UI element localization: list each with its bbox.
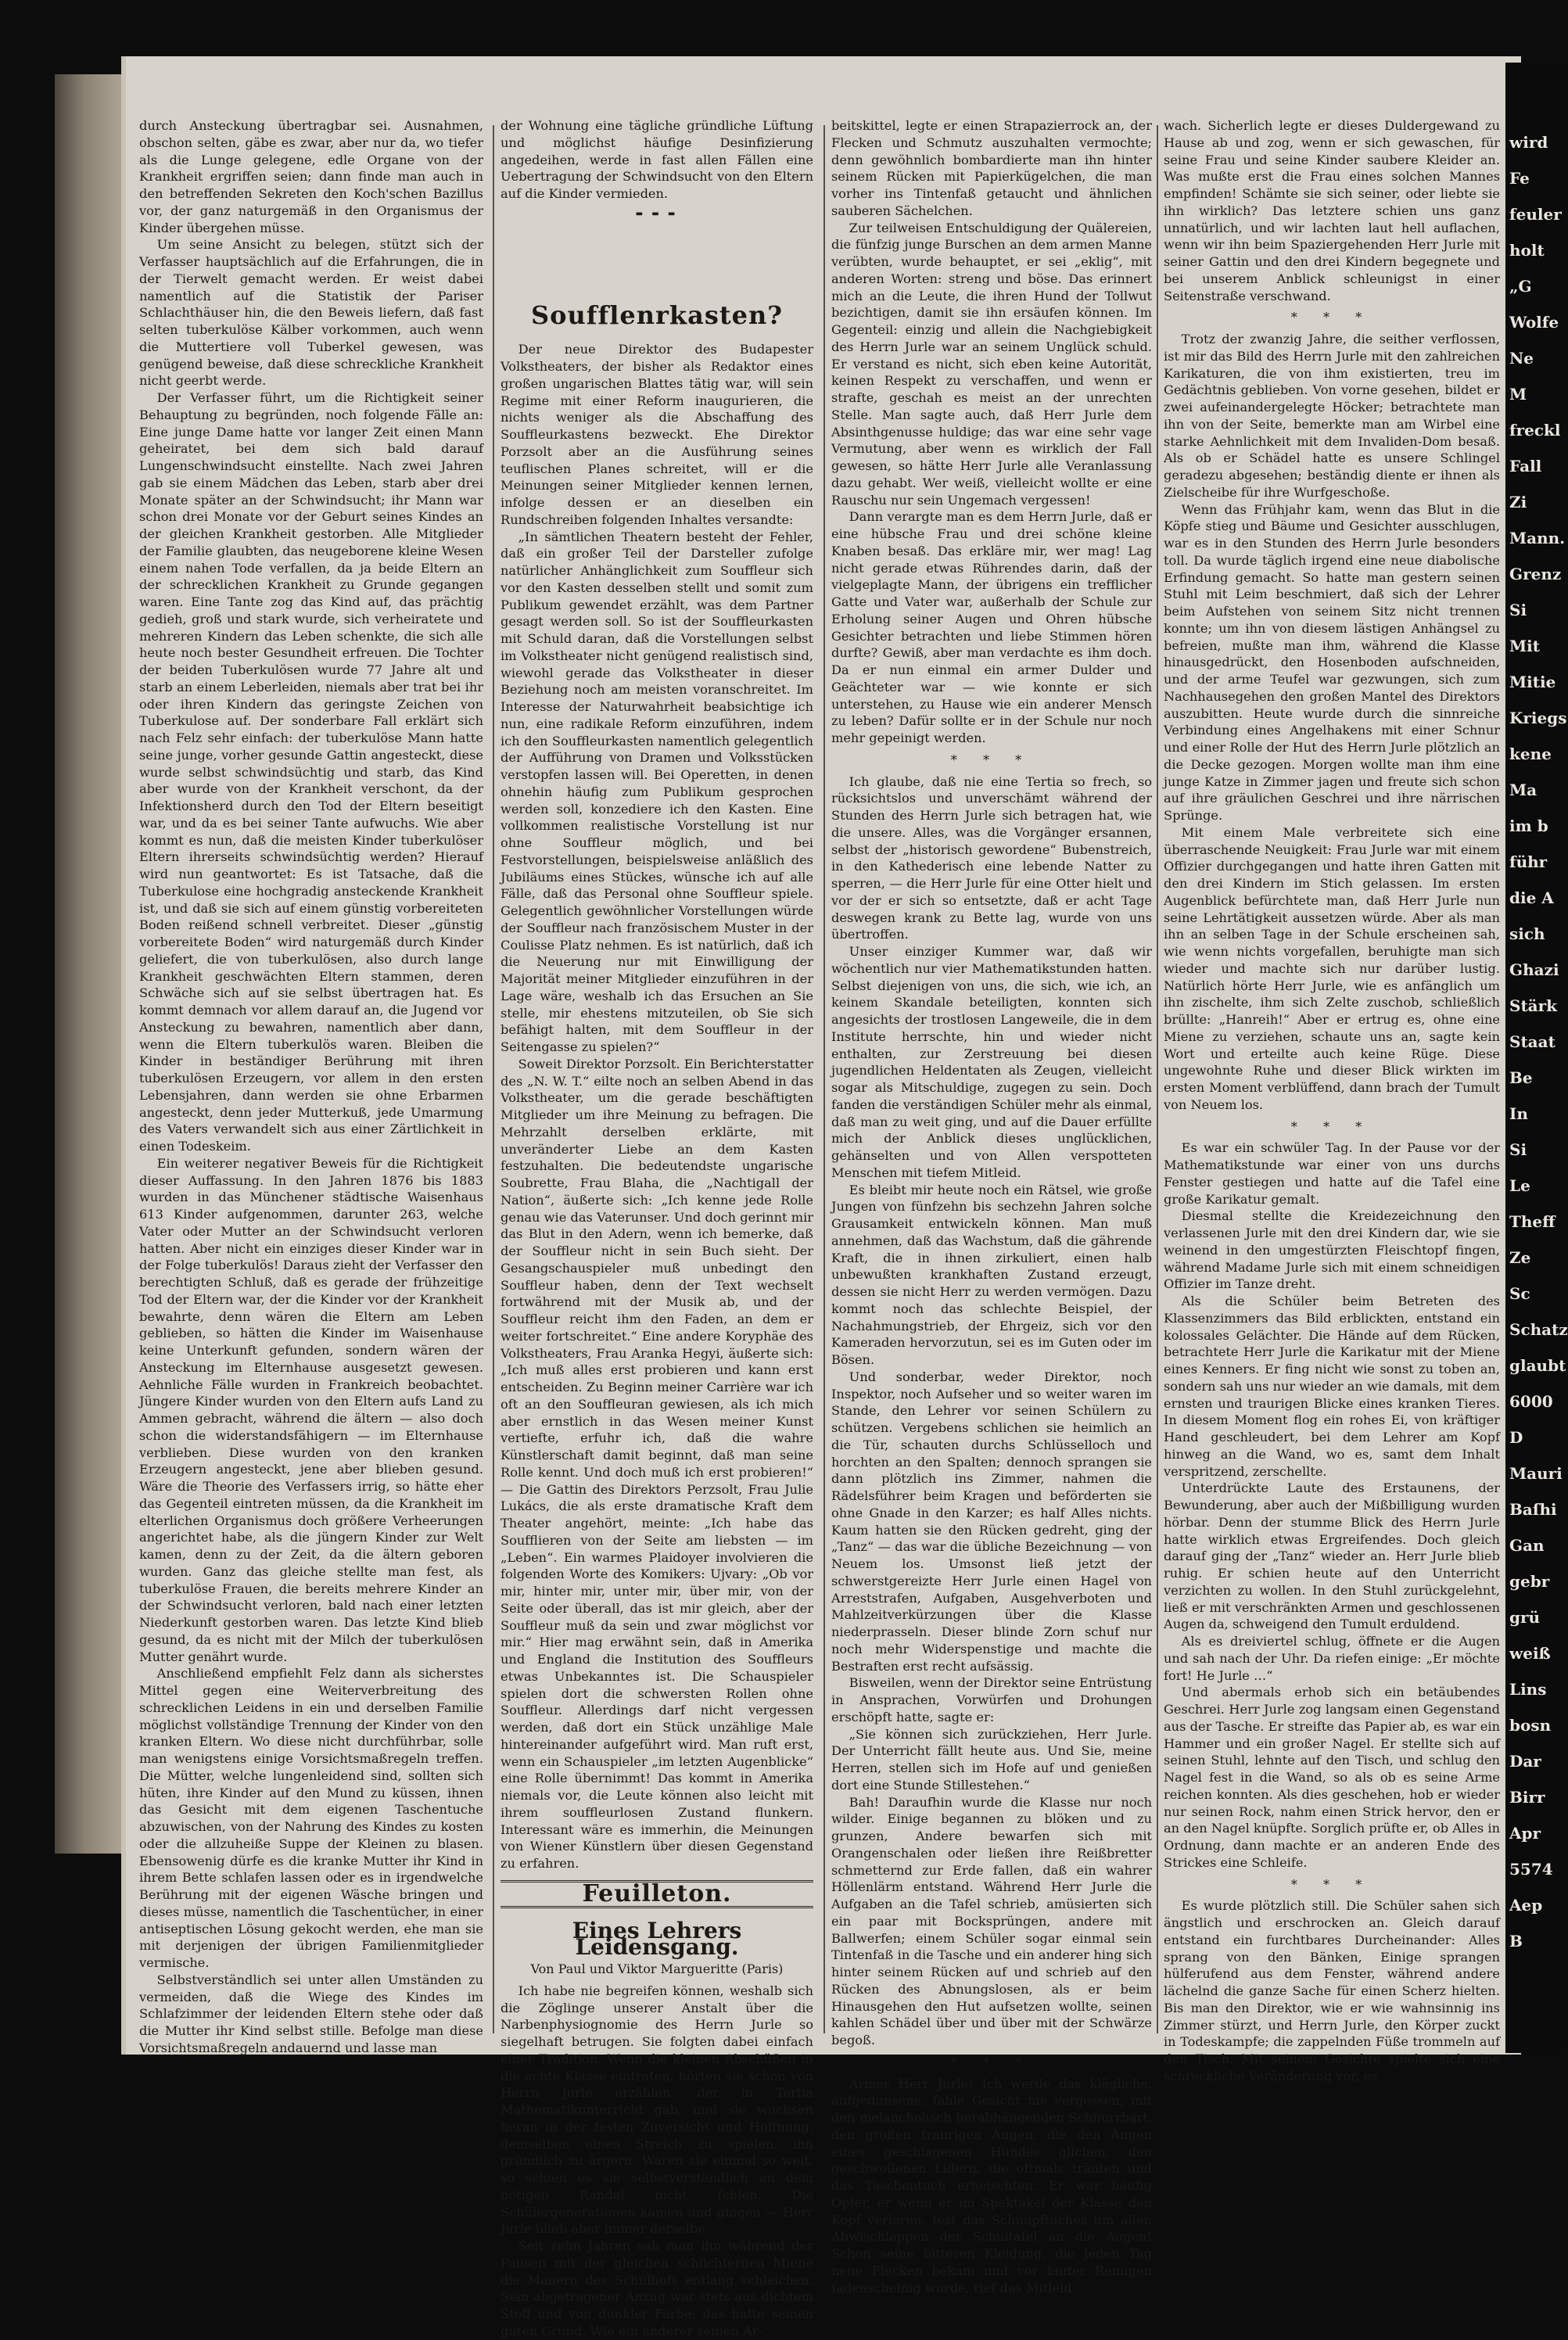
column-rule xyxy=(493,125,494,2033)
paragraph: beitskittel, legte er einen Strapazierrock an, der Flecken und Schmutz auszuhalten vermochte; denn gewöhnlich bombardierte man ihn hinter seinem Rücken mit Papierkügelchen, die man vorher ins Tintenfaß getaucht und ähnlichen sauberen Sächelchen. xyxy=(831,118,1152,218)
paragraph: Um seine Ansicht zu belegen, stützt sich der Verfasser hauptsächlich auf die Erfahrungen, die in der Tierwelt gemacht werden. Er weist dabei namentlich auf die Statistik der Pariser Schlachthäuser hin, die den Beweis liefern, daß fast selten tuberkulöse Kälber vorkommen, auch wenn die Muttertiere voll Tuberkel gewesen, was genügend beweise, daß diese schreckliche Krankheit nicht geerbt werde. xyxy=(139,237,483,389)
edge-fragment: weiß xyxy=(1509,1644,1551,1663)
edge-fragment: Mauri xyxy=(1509,1464,1563,1483)
paragraph: Seit zehn Jahren sah man ihn während der Pausen mit der gleichen schlichternen Miene die Mauern des Schulhofs entlang schleichen. Sein abgetragener Anzug war stets aus dichtem Stoff und von dunkler Farbe; das hatte seinen guten Grund. Wie ein anderer seinen Ar- xyxy=(501,2238,813,2338)
paragraph: Ich glaube, daß nie eine Tertia so frech, so rücksichtslos und unverschämt während der Stunden des Herrn Jurle sich betragen hat, wie die unsere. Alles, was die Vorgänger ersannen, selbst der „historisch gewordene“ Bubenstreich, in den Kathederisch eine lebende Natter zu sperren, — die Herr Jurle für eine Otter hielt und vor der er sich so entsetzte, daß er acht Tage deswegen krank zu Bette lag, wurde von uns übertroffen. xyxy=(831,773,1152,942)
edge-fragment: Mit xyxy=(1509,637,1540,655)
paragraph: Anschließend empfiehlt Felz dann als sicherstes Mittel gegen eine Weiterverbreitung des schrecklichen Leidens in ein und derselben Familie möglichst vollständige Trennung der Kinder von den kranken Eltern. Wo diese nicht durchführbar, solle man wenigstens einige Vorsichtsmaßregeln treffen. Die Mütter, welche lungenleidend sind, sollten sich hüten, ihre Kinder auf den Mund zu küssen, ihnen das Gesicht mit dem eigenen Taschentuche abzuwischen, von der Nahrung des Kindes zu kosten oder die allzuheiße Suppe der Kleinen zu blasen. Ebensowenig dürfe es die kranke Mutter ihr Kind in ihrem Bette schlafen lassen oder es in irgendwelche Berührung mit der eigenen Wäsche bringen und dieses müsse, namentlich die Taschentücher, in einer antiseptischen Lösung gekocht werden, ehe man sie mit derjenigen der übrigen Familienmitglieder vermische. xyxy=(139,1666,483,1970)
edge-fragment: sich xyxy=(1509,924,1545,943)
edge-fragment: Zi xyxy=(1509,493,1527,511)
paragraph: Dann verargte man es dem Herrn Jurle, daß er eine hübsche Frau und drei schöne kleine Knaben besaß. Das erkläre mir, wer mag! Lag nicht gerade etwas Rührendes darin, daß der vielgeplagte Mann, der übrigens ein trefflicher Gatte und Vater war, außerhalb der Schule zur Erholung seiner Augen und Ohren hübsche Gesichter betrachten und liebe Stimmen hören durfte? Gewiß, aber man verdachte es ihm doch. Da er nun einmal ein armer Dulder und Geächteter war — wie konnte er sich unterstehen, zu Hause wie ein anderer Mensch zu leben? Dafür sollte er in der Schule nur noch mehr gepeinigt werden. xyxy=(831,509,1152,745)
edge-fragment: Si xyxy=(1509,1140,1527,1159)
edge-fragment: freckl xyxy=(1509,421,1561,440)
paragraph: Trotz der zwanzig Jahre, die seither verflossen, ist mir das Bild des Herrn Jurle mit den zahlreichen Karikaturen, die von ihm existierten, treu im Gedächtnis geblieben. Von vorne gesehen, bildet er zwei aufeinandergelegte Höcker; betrachtete man ihn von der Seite, bemerkte man am Wirbel eine starke Aehnlichkeit mit dem Invaliden-Dom besaß. Als ob er Schädel hatte es unsere Schlingel geradezu abgesehen; beständig diente er ihnen als Zielscheibe für ihre Wurfgeschoße. xyxy=(1164,332,1500,500)
edge-fragment: Be xyxy=(1509,1068,1533,1087)
column-2 xyxy=(501,117,813,2338)
separator-ornament: ▬ ▬ ▬ xyxy=(635,209,679,218)
edge-fragment: D xyxy=(1509,1428,1523,1447)
paragraph: Ein weiterer negativer Beweis für die Richtigkeit dieser Auffassung. In den Jahren 1876 bis 1883 wurden in das Münchener städtische Waisenhaus 613 Kinder aufgenommen, darunter 263, welche Vater oder Mutter an der Schwindsucht verloren hatten. Aber nicht ein einziges dieser Kinder war in der Folge tuberkulös! Daraus zieht der Verfasser den berechtigten Schluß, daß es gerade der frühzeitige Tod der Eltern war, der die Kinder vor der Krankheit bewahrte, denn wären die Eltern am Leben geblieben, so hätten die Kinder im Waisenhause keine Unterkunft gefunden, sondern wären der Ansteckung im Elternhause ausgesetzt gewesen. Aehnliche Fälle wurden in Frankreich beobachtet. Jüngere Kinder wurden von den Eltern aufs Land zu Ammen gebracht, während die ältern — also doch schon die widerstandsfähigern — im Elternhause verblieben. Diese wurden von den kranken Erzeugern angesteckt, jene aber blieben gesund. Wäre die Theorie des Verfassers irrig, so hätte eher das Gegenteil eintreten müssen, da die Krankheit im elterlichen Organismus doch größere Verheerungen angerichtet habe, als die jüngern Kinder zur Welt kamen, denn zu der Zeit, da die ältern geboren wurden. Ganz das gleiche stellte man fest, als tuberkulöse Frauen, die bereits mehrere Kinder an der Schwindsucht verloren, bald nach einer letzten Niederkunft gestorben waren. Das letzte Kind blieb gesund, da es nicht mit der Milch der tuberkulösen Mutter genährt wurde. xyxy=(139,1155,483,1664)
edge-fragment: Wolfe xyxy=(1509,313,1559,332)
paragraph: Zur teilweisen Entschuldigung der Quälereien, die fünfzig junge Burschen an dem armen Manne verübten, wurde behauptet, er sei „eklig“, mit anderen Worten: streng und böse. Das erinnert mich an die Leute, die ihren Hund der Tollwut bezichtigen, damit sie ihn ersäufen können. Im Gegenteil: einzig und allein die Nachgiebigkeit des Herrn Jurle war an seinem Unglück schuld. Er verstand es nicht, sich eben keine Autorität, keinen Respekt zu verschaffen, und wenn er strafte, geschah es meist an der unrechten Stelle. Man sagte auch, daß Herr Jurle dem Absinthgenusse huldige; das war eine sehr vage Vermutung, aber wenn es wirklich der Fall gewesen, so hätte Herr Jurle alle Veranlassung dazu gehabt. Wer weiß, vielleicht wollte er eine Rauschu nur sein Ungemach vergessen! xyxy=(831,220,1152,508)
paragraph: Bisweilen, wenn der Direktor seine Entrüstung in Ansprachen, Vorwürfen und Drohungen erschöpft hatte, sagte er: xyxy=(831,1675,1152,1724)
edge-fragment: Si xyxy=(1509,601,1527,619)
edge-fragment: kene xyxy=(1509,745,1552,763)
section-stars: * * * xyxy=(1290,310,1373,325)
column-4 xyxy=(1164,117,1500,2083)
edge-fragment: B xyxy=(1509,1932,1523,1951)
paragraph: Der neue Direktor des Budapester Volkstheaters, der bisher als Redaktor eines großen ungarischen Blattes tätig war, will sein Regime mit einer Reform inaugurieren, die nichts weniger als die Abschaffung des Souffleurkastens bezweckt. Ehe Direktor Porzsolt aber an die Ausführung seines teuflischen Planes schreitet, will er die Meinungen seiner Mitglieder kennen lernen, infolge dessen er an dieselben ein Rundschreiben folgenden Inhaltes versandte: xyxy=(501,342,813,527)
edge-fragment: Ma xyxy=(1509,781,1538,799)
edge-fragment: Ghazi xyxy=(1509,960,1559,979)
edge-fragment: im b xyxy=(1509,816,1548,835)
edge-fragment: 6000 xyxy=(1509,1392,1553,1411)
paragraph: Ich habe nie begreifen können, weshalb sich die Zöglinge unserer Anstalt über die Narbenphysiognomie des Herrn Jurle so siegelhaft betrugen. Sie folgten dabei einfach einer Tradition. Wenn die kleinen Abschüßen in die achte Klasse eintraten, hörten sie schon von Herrn Jurle erzählen, der in Tertia Mathematikunterricht gab, und sie wuchsen heran in der festen Zuversicht und Hoffnung, demselben einen Streich zu spielen, ihn gründlich zu ärgern. Waren sie einmal so weit, so schien es sie selbstverständlich an dem nötigen Randal nicht fehlen. Die Schülergenerationen kamen und gingen — Herr Jurle blieb aber immer derselbe. xyxy=(501,1983,813,2237)
edge-fragment: glaubt xyxy=(1509,1356,1566,1375)
edge-fragment: Lins xyxy=(1509,1680,1547,1699)
edge-fragment: führ xyxy=(1509,852,1548,871)
edge-fragment: Mann. xyxy=(1509,529,1566,547)
paragraph: Wenn das Frühjahr kam, wenn das Blut in die Köpfe stieg und Bäume und Gesichter ausschlugen, war es in den Stunden des Herrn Jurle besonders toll. Da wurde täglich irgend eine neue diabolische Erfindung gemacht. So hatte man gestern seinen Stuhl mit Leim beschmiert, daß sich der Lehrer beim Aufstehen von seinem Sitz nicht trennen konnte; um ihn von diesem lästigen Anhängsel zu befreien, mußte man ihm, während die Klasse hinausgedrückt, den Hosenboden aufschneiden, und der arme Teufel war gezwungen, sich zum Nachhausegehen den großen Mantel des Direktors auszubitten. Heute wurde durch die sinnreiche Verbindung eines Angelhakens mit einer Schnur und einer Rolle der Hut des Herrn Jurle plötzlich an die Decke gezogen. Morgen wollte man ihm eine junge Katze in Zimmer jagen und freute sich schon auf ihre gräulichen Geschrei und ihre närrischen Sprünge. xyxy=(1164,501,1500,823)
edge-fragment: Staat xyxy=(1509,1032,1555,1051)
paragraph: „Sie können sich zurückziehen, Herr Jurle. Der Unterricht fällt heute aus. Und Sie, meine Herren, stellen sich im Hofe auf und genießen dort eine Stunde Stillestehen.“ xyxy=(831,1726,1152,1793)
edge-fragment: die A xyxy=(1509,888,1554,907)
column-rule xyxy=(1157,125,1158,2033)
edge-fragment: Kriegs xyxy=(1509,709,1567,727)
edge-fragment: M xyxy=(1509,385,1527,404)
section-heading-feuilleton: Feuilleton. xyxy=(501,1880,813,1908)
paragraph: Soweit Direktor Porzsolt. Ein Berichterstatter des „N. W. T.“ eilte noch an selben Abend in das Volkstheater, um die gerade beschäftigten Mitglieder um ihre Meinung zu befragen. Die Mehrzahlt derselben erklärte, mit unveränderter Liebe an dem Kasten festzuhalten. Die bedeutendste ungarische Soubrette, Frau Blaha, die „Nachtigall der Nation“, äußerte sich: „Ich kenne jede Rolle genau wie das Vaterunser. Und doch gerinnt mir das Blut in den Adern, wenn ich bemerke, daß der Souffleur nicht in sein Buch sieht. Der Gesangschauspieler muß unbedingt den Souffleur haben, denn der Text wechselt fortwährend mit der Musik ab, und der Souffleur reicht ihm den Faden, an dem er weiter fortschreitet.“ Eine andere Koryphäe des Volkstheaters, Frau Aranka Hegyi, äußerte sich: „Ich muß alles erst probieren und kann erst entscheiden. Zu Beginn meiner Carrière war ich oft an den Souffleuran gewiesen, als ich mich aber ernstlich in das Wesen meiner Kunst vertiefte, erfuhr ich, daß die wahre Künstlerschaft damit beginnt, daß man seine Rolle kennt. Und doch muß ich erst probieren!“ — Die Gattin des Direktors Perzsolt, Frau Julie Lukács, die als erste dramatische Kraft dem Theater angehört, meinte: „Ich habe das Soufflieren von der Seite am liebsten — im „Leben“. Ein warmes Plaidoyer involvieren die folgenden Worte des Komikers: Ujvary: „Ob vor mir, hinter mir, unter mir, über mir, von der Seite oder überall, das ist mir gleich, aber der Souffleur muß da sein und zwar möglichst vor mir.“ Hier mag erwähnt sein, daß in Amerika und England die Institution des Souffleurs etwas Unbekanntes ist. Die Schauspieler spielen dort die schwersten Rollen ohne Souffleur. Allerdings darf nicht vergessen werden, daß dort ein Stück unzählige Male hintereinander aufgeführt wird. Man ruft erst, wenn ein Schauspieler „im letzten Augenblicke“ eine Rolle übernimmt! Das kommt in Amerika niemals vor, die Leute können also leicht mit ihrem souffleurlosen Zustand flunkern. Interessant wäre es immerhin, die Meinungen von Wiener Künstlern über diesen Gegenstand zu erfahren. xyxy=(501,1056,813,1871)
edge-fragment: Theff xyxy=(1509,1212,1555,1231)
edge-fragment: Fall xyxy=(1509,457,1542,476)
column-3 xyxy=(831,117,1152,2295)
paragraph: Als es dreiviertel schlug, öffnete er die Augen und sah nach der Uhr. Da riefen einige: „Er möchte fort! He Jurle …“ xyxy=(1164,1634,1500,1683)
section-stars: * * * xyxy=(950,752,1033,767)
edge-fragment: Mitie xyxy=(1509,673,1556,691)
story-title: Eines Lehrers Leidensgang. xyxy=(572,1917,742,1961)
edge-fragment: grü xyxy=(1509,1608,1541,1627)
paragraph: Mit einem Male verbreitete sich eine überraschende Neuigkeit: Frau Jurle war mit einem Offizier durchgegangen und hatte ihren Gatten mit den drei Kindern im Stich gelassen. Im ersten Augenblick befürchtete man, daß Herr Jurle nun seine Lehrtätigkeit aussetzen würde. Aber als man ihn an selben Tage in der Schule erscheinen sah, wie wenn nichts vorgefallen, beruhigte man sich wieder und machte sich nur darüber lustig. Natürlich hörte Herr Jurle, wie es anfänglich um ihn zischelte, ihm sich Zelte zuschob, schließlich brüllte: „Hanreih!“ Aber er ertrug es, ohne eine Miene zu verziehen, schaute uns an, sagte kein Wort und erteilte auch keine Rüge. Diese ungewohnte Ruhe und dieser Blick wirkten im ersten Moment verblüffend, dann brach der Tumult von Neuem los. xyxy=(1164,824,1500,1112)
paragraph: Und sonderbar, weder Direktor, noch Inspektor, noch Aufseher und so weiter waren im Stande, den Lehrer vor seinen Schülern zu schützen. Vergebens schlichen sie heimlich an die Tür, schauten durchs Schlüsselloch und horchten an den Spalten; dennoch sprangen sie dann plötzlich ins Zimmer, nahmen die Rädelsführer beim Kragen und beförderten sie ohne Gnade in den Karzer; es half Alles nichts. Kaum hatten sie den Rücken gedreht, ging der „Tanz“ — das war die übliche Bezeichnung — von Neuem los. Umsonst ließ jetzt der schwerstgereizte Herr Jurle einen Hagel von Arreststrafen, Aufgaben, Ausgehverboten und Mahlzeitverkürzungen über die Klasse niederprasseln. Dieser blinde Zorn schuf nur noch mehr Widerspenstige und machte die Bestraften erst recht aufsässig. xyxy=(831,1369,1152,1674)
edge-fragment: Apr xyxy=(1509,1824,1541,1843)
section-stars: * * * xyxy=(1290,1118,1373,1134)
paragraph: Armer Herr Jurle! Ich werde das klägliche, aufgedunsene, fahle Gesicht nie vergessen, mit den melancholisch herabhängenden Schnurrbart, den großen traurigen Augen, die den Augen eines geschlagenen Hundes glichen, den geschwollenen Lidern, die oftmals tränten und das Taschentuch erheischten. Er war häufig Opfer, er wenn er im Spektakel der Klasse den Kopf verloren, fest das Schnupftuches um allen Abwischlappen der Schultafel an die Augen! Schon seine bitteren Kleidung, die jeden Tag neue Flecken bekam und vor lauter Reinigen fadenscheinig wurde, rief das Mitleid xyxy=(831,2076,1152,2295)
paragraph: Unser einziger Kummer war, daß wir wöchentlich nur vier Mathematikstunden hatten. Selbst diejenigen von uns, die sich, wie ich, an keinem Skandale beteiligten, konnten sich angesichts der trostlosen Langeweile, die in dem Institute herrschte, hin und wieder nicht enthalten, zur Zerstreuung bei diesen jugendlichen Heldentaten als Zeugen, vielleicht sogar als Mitschuldige, zugegen zu sein. Doch fanden die verständigen Schüler mehr als einmal, daß man zu weit ging, und auf die Dauer erfüllte mich der Anblick dieses unglücklichen, gehänselten und von Allen verspotteten Menschen mit tiefem Mitleid. xyxy=(831,944,1152,1180)
edge-fragment: „G xyxy=(1509,277,1532,296)
edge-fragment: Stärk xyxy=(1509,996,1558,1015)
paragraph: Und abermals erhob sich ein betäubendes Geschrei. Herr Jurle zog langsam einen Gegenstand aus der Tasche. Er streifte das Papier ab, es war ein Hammer und ein großer Nagel. Er stellte sich auf seinen Stuhl, lehnte auf den Tisch, und schlug den Nagel fest in die Wand, so als ob es seine Arme reichen konnten. Als dies geschehen, hob er wieder nur seinen Rock, nahm einen Strick hervor, den er an den Nagel knüpfte. Sorglich prüfte er, ob Alles in Ordnung, dann machte er an anderen Ende des Strickes eine Schleife. xyxy=(1164,1685,1500,1870)
column-rule xyxy=(823,125,825,2033)
paragraph: Es war ein schwüler Tag. In der Pause vor der Mathematikstunde war einer von uns durchs Fenster gestiegen und hatte auf die Tafel eine große Karikatur gemalt. xyxy=(1164,1140,1500,1207)
edge-fragment: gebr xyxy=(1509,1572,1550,1591)
edge-fragment: Sc xyxy=(1509,1284,1530,1303)
edge-fragment: holt xyxy=(1509,241,1545,260)
paragraph: wach. Sicherlich legte er dieses Duldergewand zu Hause ab und zog, wenn er sich gewaschen, für seine Frau und seine Kinder saubere Kleider an. Was mußte erst die Frau eines solchen Mannes empfinden! Schämte sie sich seiner, oder liebte sie ihn wirklich? Das letztere schien uns ganz unnatürlich, und wir lachten laut hell auflachen, wenn wir ihn beim Spaziergehenden Herr Jurle mit seiner Gattin und den drei Kindern begegnete und bei unserem Anblick schleunigst in einer Seitenstraße verschwand. xyxy=(1164,118,1500,303)
edge-fragment: bosn xyxy=(1509,1716,1552,1735)
paragraph: Es bleibt mir heute noch ein Rätsel, wie große Jungen von fünfzehn bis sechzehn Jahren solche Grausamkeit entwickeln können. Man muß annehmen, daß das Wachstum, daß die gährende Kraft, die in ihnen zirkuliert, einen halb unbewußten krankhaften Zustand erzeugt, dessen sie nicht Herr zu werden vermögen. Dazu kommt noch das schlechte Beispiel, der Nachahmungstrieb, der Ehrgeiz, sich vor den Kameraden hervorzutun, sei es im Guten oder im Bösen. xyxy=(831,1182,1152,1367)
edge-fragment: Le xyxy=(1509,1176,1530,1195)
story-authors: Von Paul und Viktor Margueritte (Paris) xyxy=(530,1961,784,1976)
paragraph: Es wurde plötzlich still. Die Schüler sahen sich ängstlich und erschrocken an. Gleich darauf entstand ein furchtbares Durcheinander: Alles sprang von den Bänken, Einige sprangen hülferufend aus dem Fenster, während andere lächelnd die ganze Sache für einen Scherz hielten. Bis man den Direktor, wie er wie wahnsinnig ins Zimmer stürzt, und Herrn Jurle, den Körper zuckt in Todeskampfe; die zappelnden Füße trommeln auf den Tisch. Mit seinem Gesichte spielte sich eine schreckliche Veränderung vor, es xyxy=(1164,1898,1500,2083)
edge-fragment: Ne xyxy=(1509,349,1534,368)
paragraph: Der Verfasser führt, um die Richtigkeit seiner Behauptung zu begründen, noch folgende Fälle an: Eine junge Dame hatte vor langer Zeit einen Mann geheiratet, bei dem sich bald darauf Lungenschwindsucht einstellte. Nach zwei Jahren gab sie einem Mädchen das Leben, starb aber drei Monate später an der Schwindsucht; ihr Mann war schon drei Monate vor der Geburt seines Kindes an der gleichen Krankheit gestorben. Alle Mitglieder der Familie glaubten, das neugeborene kleine Wesen einem nahen Tode verfallen, da ja beide Eltern an der schrecklichen Krankheit zu Grunde gegangen waren. Eine Tante zog das Kind auf, das prächtig gedieh, groß und stark wurde, sich verheiratete und mehreren Kindern das Leben schenkte, die sich alle heute noch bester Gesundheit erfreuen. Die Tochter der beiden Tuberkulösen wurde 77 Jahre alt und starb an einem Leberleiden, niemals aber trat bei ihr oder ihren Kindern das geringste Zeichen von Tuberkulose auf. Der sonderbare Fall erklärt sich nach Felz sehr einfach: der tuberkulöse Mann hatte seine junge, vorher gesunde Gattin angesteckt, diese wurde selbst schwindsüchtig und starb, das Kind aber wurde von der Krankheit verschont, da der Infektionsherd durch den Tod der Eltern beseitigt war, und da es bei seiner Tante aufwuchs. Wie aber kommt es nun, daß die meisten Kinder tuberkulöser Eltern ihrerseits schwindsüchtig werden? Hierauf wird nun geantwortet: Es ist Tatsache, daß die Tuberkulose eine hochgradig ansteckende Krankheit ist, und daß sie sich auf einem günstig vorbereiteten Boden reißend schnell verbreitet. Dieser „günstig vorbereitete Boden“ wird naturgemäß durch Kinder geliefert, die von tuberkulösen, also durch lange Krankheit geschwächten Eltern stammen, deren Schwäche sich auf sie selbst übertragen hat. Es kommt demnach vor allem darauf an, die Jugend vor Ansteckung zu bewahren, namentlich aber dann, wenn die Eltern tuberkulös waren. Bleiben die Kinder in beständiger Berührung mit ihren tuberkulösen Erzeugern, vor allem in den ersten Lebensjahren, dann werden sie ohne Erbarmen angesteckt, denn jeder Mutterkuß, jede Umarmung des Vaters verwandelt sich aus einer Zärtlichkeit in einen Todeskeim. xyxy=(139,390,483,1154)
edge-fragment: Ze xyxy=(1509,1248,1531,1267)
edge-fragment: feuler xyxy=(1509,205,1562,224)
paragraph: „In sämtlichen Theatern besteht der Fehler, daß ein großer Teil der Darsteller zufolge natürlicher Anhänglichkeit zum Souffleur sich vor den Kasten desselben stellt und somit zum Publikum gewendet erzählt, was dem Partner gesagt werden soll. So ist der Souffleurkasten mit Schuld daran, daß die Vorstellungen selbst im Volkstheater nicht genügend realistisch sind, wiewohl gerade das Volkstheater in dieser Beziehung noch am meisten voranschreitet. Im Interesse der Naturwahrheit beabsichtige ich nun, eine radikale Reform einzuführen, indem ich den Souffleurkasten namentlich gelegentlich der Aufführung von Dramen und Volksstücken verstopfen lassen will. Bei Operetten, in denen ohnehin häufig zum Publikum gesprochen werden soll, konzediere ich den Kasten. Eine vollkommen realistische Vorstellung ist nur ohne Souffleur möglich, und bei Festvorstellungen, beispielsweise anläßlich des Jubiläums eines Stückes, wünsche ich auf alle Fälle, daß das Personal ohne Souffleur spiele. Gelegentlich gewöhnlicher Vorstellungen würde der Souffleur nach französischem Muster in der Coulisse Platz nehmen. Es ist natürlich, daß ich die Neuerung nur mit Einwilligung der Majorität meiner Mitglieder einzuführen in der Lage wäre, weshalb ich das Ersuchen an Sie stelle, mir ehestens mitzuteilen, ob Sie sich befähigt halten, mit dem Souffleur in der Seitengasse zu spielen?“ xyxy=(501,529,813,1054)
paragraph: Als die Schüler beim Betreten des Klassenzimmers das Bild erblickten, entstand ein kolossales Gelächter. Die Hände auf dem Rücken, betrachtete Herr Jurle die Karikatur mit der Miene eines Kenners. Er fing nicht wie sonst zu toben an, sondern sah uns nur wieder an wie damals, mit dem ernsten und traurigen Blicke eines kranken Tieres. In diesem Moment flog ein rohes Ei, von kräftiger Hand geschleudert, bei dem Lehrer am Kopf hinweg an die Wand, wo es, samt dem Inhalt verspritzend, zerschellte. xyxy=(1164,1294,1500,1479)
edge-fragment: Gan xyxy=(1509,1536,1545,1555)
paragraph: Selbstverständlich sei unter allen Umständen zu vermeiden, daß die Wiege des Kindes im Schlafzimmer der leidenden Eltern stehe oder daß die Mutter ihr Kind selbst stille. Befolge man diese Vorsichtsmaßregeln andauernd und lasse man xyxy=(139,1972,483,2055)
edge-fragment: 5574 xyxy=(1509,1860,1553,1879)
paragraph: durch Ansteckung übertragbar sei. Ausnahmen, obschon selten, gäbe es zwar, aber nur da, wo tiefer als die Lunge gelegene, edle Organe von der Krankheit ergriffen seien; dann finde man auch in den betreffenden Sekreten den Koch'schen Bazillus vor, der ganz naturgemäß in den Organismus der Kinder übergehen müsse. xyxy=(139,118,483,235)
edge-fragment: Aep xyxy=(1509,1896,1543,1915)
section-stars: * * * xyxy=(950,2054,1033,2069)
column-1 xyxy=(139,117,483,2055)
section-stars: * * * xyxy=(1290,1876,1373,1892)
edge-fragment: Dar xyxy=(1509,1752,1541,1771)
paragraph: Diesmal stellte die Kreidezeichnung den verlassenen Jurle mit den drei Kindern dar, wie sie weinend in den umgestürzten Fleischtopf fingen, während Madame Jurle sich mit einem schneidigen Offizier im Tanze dreht. xyxy=(1164,1208,1500,1292)
edge-fragment: wird xyxy=(1509,133,1548,152)
paragraph: Unterdrückte Laute des Erstaunens, der Bewunderung, aber auch der Mißbilligung wurden hörbar. Denn der stumme Blick des Herrn Jurle hatte wirklich etwas Ergreifendes. Doch gleich darauf ging der „Tanz“ wieder an. Herr Jurle blieb ruhig. Er schien heute auf den Unterricht verzichten zu wollen. In den Stuhl zurückgelehnt, ließ er mit verschränkten Armen und geschlossenen Augen da, schweigend den Tumult erduldend. xyxy=(1164,1480,1500,1632)
edge-fragment: Fe xyxy=(1509,169,1530,188)
paragraph: Bah! Daraufhin wurde die Klasse nur noch wilder. Einige begannen zu blöken und zu grunzen, Andere bewarfen sich mit Orangenschalen oder ließen ihre Reißbretter schmetternd zur Erde fallen, daß ein wahrer Höllenlärm entstand. Während Herr Jurle die Aufgaben an die Tafel schrieb, amüsierten sich ein paar mit Bocksprüngen, andere mit Ballwerfen; einem Schüler sogar einmal sein Tintenfaß in die Tasche und ein anderer hing sich hinter seinem Rücken auf und schrieb auf den Rücken des Abnungslosen, als er beim Hinausgehen den Hut aufsetzen wollte, seinen kahlen Schädel über und über mit der Schwärze begoß. xyxy=(831,1794,1152,2048)
edge-fragment: In xyxy=(1509,1104,1528,1123)
edge-fragment: Baſhi xyxy=(1509,1500,1557,1519)
edge-fragment: Schatz xyxy=(1509,1320,1568,1339)
article-title: Soufflenrkasten? xyxy=(531,300,783,330)
paragraph: der Wohnung eine tägliche gründliche Lüftung und möglichst häufige Desinfizierung angedeihen, werde in fast allen Fällen eine Uebertragung der Schwindsucht von den Eltern auf die Kinder vermieden. xyxy=(501,118,813,201)
edge-fragment: Birr xyxy=(1509,1788,1545,1807)
edge-fragment: Grenz xyxy=(1509,565,1562,583)
